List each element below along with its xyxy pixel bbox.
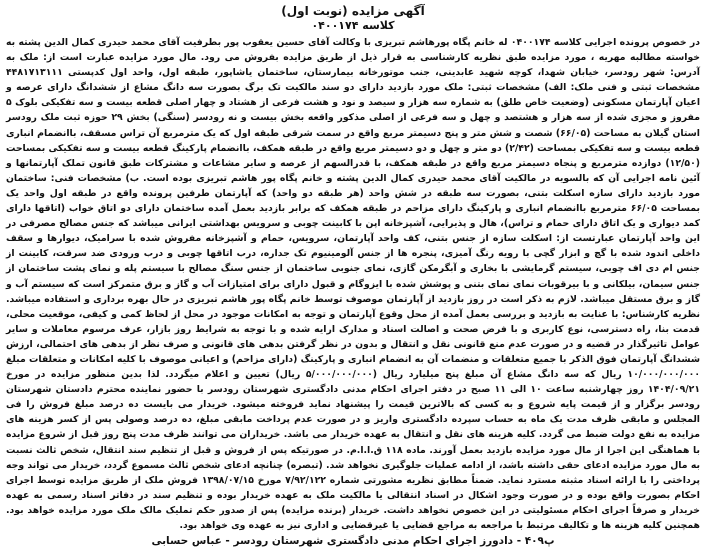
notice-body: در خصوص پرونده اجرایی کلاسه ۰۴۰۰۱۷۴ له خانم پگاه پورهاشم تبریزی با وکالت آقای حسین یعقوب پور بطرفیت آقای محمد حیدری کمال الدین پشته به خواسته مطالبه مهریه ، مورد مزایده طبق نظریه کارشناسی به قرار ذیل از طریق مزایده بفروش می رود. مال مورد مزایده عبارت است از: ملک به آدرس: شهر رودسر، خیابان شهدا، کوچه شهید عابدینی، جنب موتورخانه بیمارستان، ساختمان یاشاپور، طبقه اول، واحد اول کدپستی ۴۴۸۱۷۱۳۱۱۱ مشخصات ثبتی و فنی ملک: الف) مشخصات ثبتی: ملک مورد بازدید دارای دو سند مالکیت تک برگ بصورت سه دانگ مشاع از ششدانگ دارای عرصه و اعیان آپارتمان مسکونی (وضعیت خاص طلق) به شماره سه هزار و سیصد و نود و هشت فرعی از هشتاد و چهار اصلی قطعه بیست و سه تفکیکی بلوک ۵ مفروز و مجزی شده از سه هزار و هشتصد و چهل و سه فرعی از اصلی مذکور واقعه بخش بیست و نه رودسر (سنگی) بخش ۲۹ حوزه ثبت ملک رودسر استان گیلان به مساحت (۶۶/۰۵) شصت و شش متر و پنج دسیمتر مربع واقع در سمت شرقی طبقه اول که یک مترمربع آن تراس مسقف، باانضمام انباری قطعه بیست و سه تفکیکی بمساحت (۲/۴۲) دو متر و چهل و دو دسیمتر مربع واقع در طبقه همکف، باانضمام پارکینگ قطعه بیست و سه تفکیکی بمساحت (۱۲/۵۰) دوازده مترمربع و پنجاه دسیمتر مربع واقع در طبقه همکف، با قدرالسهم از عرصه و سایر مشاعات و مشترکات طبق قانون تملک آپارتمانها و آئین نامه اجرایی آن که بالسویه در مالکیت آقای محمد حیدری کمال الدین پشته و خانم پگاه پور هاشم تبریزی بوده است. ب) مشخصات فنی: ساختمان مورد بازدید دارای سازه اسکلت بتنی، بصورت سه طبقه در شش واحد (هر طبقه دو واحد) که آپارتمان طرفین پرونده واقع در طبقه اول واحد یک بمساحت ۶۶/۰۵ مترمربع باانضمام انباری و پارکینگ دارای مزاحم در طبقه همکف که برابر بازدید بعمل آمده ساختمان دارای دو اتاق خواب (اتاقها دارای کمد دیواری و یک اتاق دارای حمام و تراس)، هال و پذیرایی، آشپزخانه اپن با کابینت چوبی و سرویس بهداشتی ایرانی میباشد که جنس مصالح مصرفی در این واحد آپارتمان عبارتست از: اسکلت سازه از جنس بتنی، کف واحد آپارتمان، سرویس، حمام و آشپزخانه مفروش شده با سرامیک، دیوارها و سقف داخلی اندود شده با گچ و ابزار گچی با رویه رنگ آمیزی، پنجره ها از جنس آلومینیوم تک جداره، درب اتاقها چوبی و درب ورودی ضد سرقت، کابینت از جنس ام دی اف چوبی، سیستم گرمایشی با بخاری و آبگرمکن گازی، نمای جنوبی ساختمان از جنس سنگ مصالح با سیستم پله و نمای پشت ساختمان از جنس سیمان، بیلکانی و با بیرقوبات نمای نمای بتنی و پوشش شده با ایزوگام و قبول دارای برای امتیازات آب و گاز و برق متمرکز است که سیستم آب و گاز و برق مستقل میباشد. لازم به ذکر است در روز بازدید از آپارتمان موصوف توسط خانم پگاه پور هاشم تبریزی در حال بهره برداری و استفاده میباشد. نظریه کارشناس: با عنایت به بازدید و بررسی بعمل آمده از محل وقوع آپارتمان و توجه به امکانات موجود در محل از لحاظ کمی و کیفی، موقعیت محلی، قدمت بنا، راه دسترسی، نوع کاربری و با فرض صحت و اصالت اسناد و مدارک ارایه شده و با توجه به شرایط روز بازار، عرف مرسوم معاملات و سایر عوامل تاثیرگذار در قضیه و در صورت عدم منع قانونی نقل و انتقال و بدون در نظر گرفتن بدهی های قانونی و صرف نظر از بدهی های احتمالی، ارزش ششدانگ آپارتمان فوق الذکر با جمیع متعلقات و منضمات آن به انضمام انباری و پارکینگ (دارای مزاحم) و اعیانی موصوف با کلیه امکانات و متعلقات مبلغ ۱۰/۰۰۰/۰۰۰/۰۰۰ ریال که سه دانگ مشاع آن مبلغ پنج میلیارد ریال (۵/۰۰۰/۰۰۰/۰۰۰ ریال) تعیین و اعلام میگردد. لذا بدین منظور مزایده در مورخ ۱۴۰۴/۰۹/۲۱ روز چهارشنبه ساعت ۱۰ الی ۱۱ صبح در دفتر اجرای احکام مدنی دادگستری شهرستان رودسر با حضور نماینده محترم دادستان شهرستان رودسر برگزار و از قیمت پایه شروع و به کسی که بالاترین قیمت را پیشنهاد نماید فروخته میشود. خریدار می بایست ده درصد مبلغ فروش را فی المجلس و مابقی ظرف مدت یک ماه به حساب سپرده دادگستری واریز و در صورت عدم پرداخت مابقی مبلغ، ده درصد وصولی پس از کسر هزینه های مزایده به نفع دولت ضبط می گردد. کلیه هزینه های نقل و انتقال به عهده خریدار می باشد. خریداران می توانند ظرف مدت پنج روز قبل از شروع مزایده با هماهنگی این اجرا از مال مورد مزایده بازدید بعمل آورند. ماده ۱۱۸ ق.ا.ا.م. در صورتیکه پس از فروش و قبل از تنظیم سند انتقال، شخص ثالث نسبت به مال مورد مزایده ادعای حقی داشته باشد، از ادامه عملیات جلوگیری نخواهد شد. (تبصره) چنانچه ادعای شخص ثالث مسموع گردد، خریدار می تواند وجه پرداختی را با ارائه اسناد مثبته مسترد نماید. ضمناً مطابق نظریه مشورتی شماره ۷/۹۲/۱۲۲ مورخ ۱۳۹۸/۰۷/۱۵ فروش ملک از طریق مزایده توسط اجرای احکام بصورت واقع بوده و در صورت وجود اشکال در اسناد انتقالی یا مالکیت ملک به عهده خریدار بوده و تنظیم سند در دفاتر اسناد رسمی به عهده خریدار و صرفاً اجرای احکام مسئولیتی در این خصوص نخواهد داشت. خریدار (برنده مزایده) پس از صدور حکم تملیک مالک ملک مورد مزایده خواهد بود. همچنین کلیه هزینه ها و تکالیف مرتبط با مراجعه به مراجع قضایی یا غیرقضایی و اداری نیز به عهده وی خواهد بود. <box>6 37 701 531</box>
case-number: کلاسه ۰۴۰۰۱۷۴ <box>311 19 395 32</box>
notice-footer: پ۴۰۹ - دادورز اجرای احکام مدنی دادگستری شهرستان رودسر - عباس حسابی <box>151 535 555 548</box>
notice-title: آگهی مزایده (نوبت اول) <box>281 4 425 18</box>
